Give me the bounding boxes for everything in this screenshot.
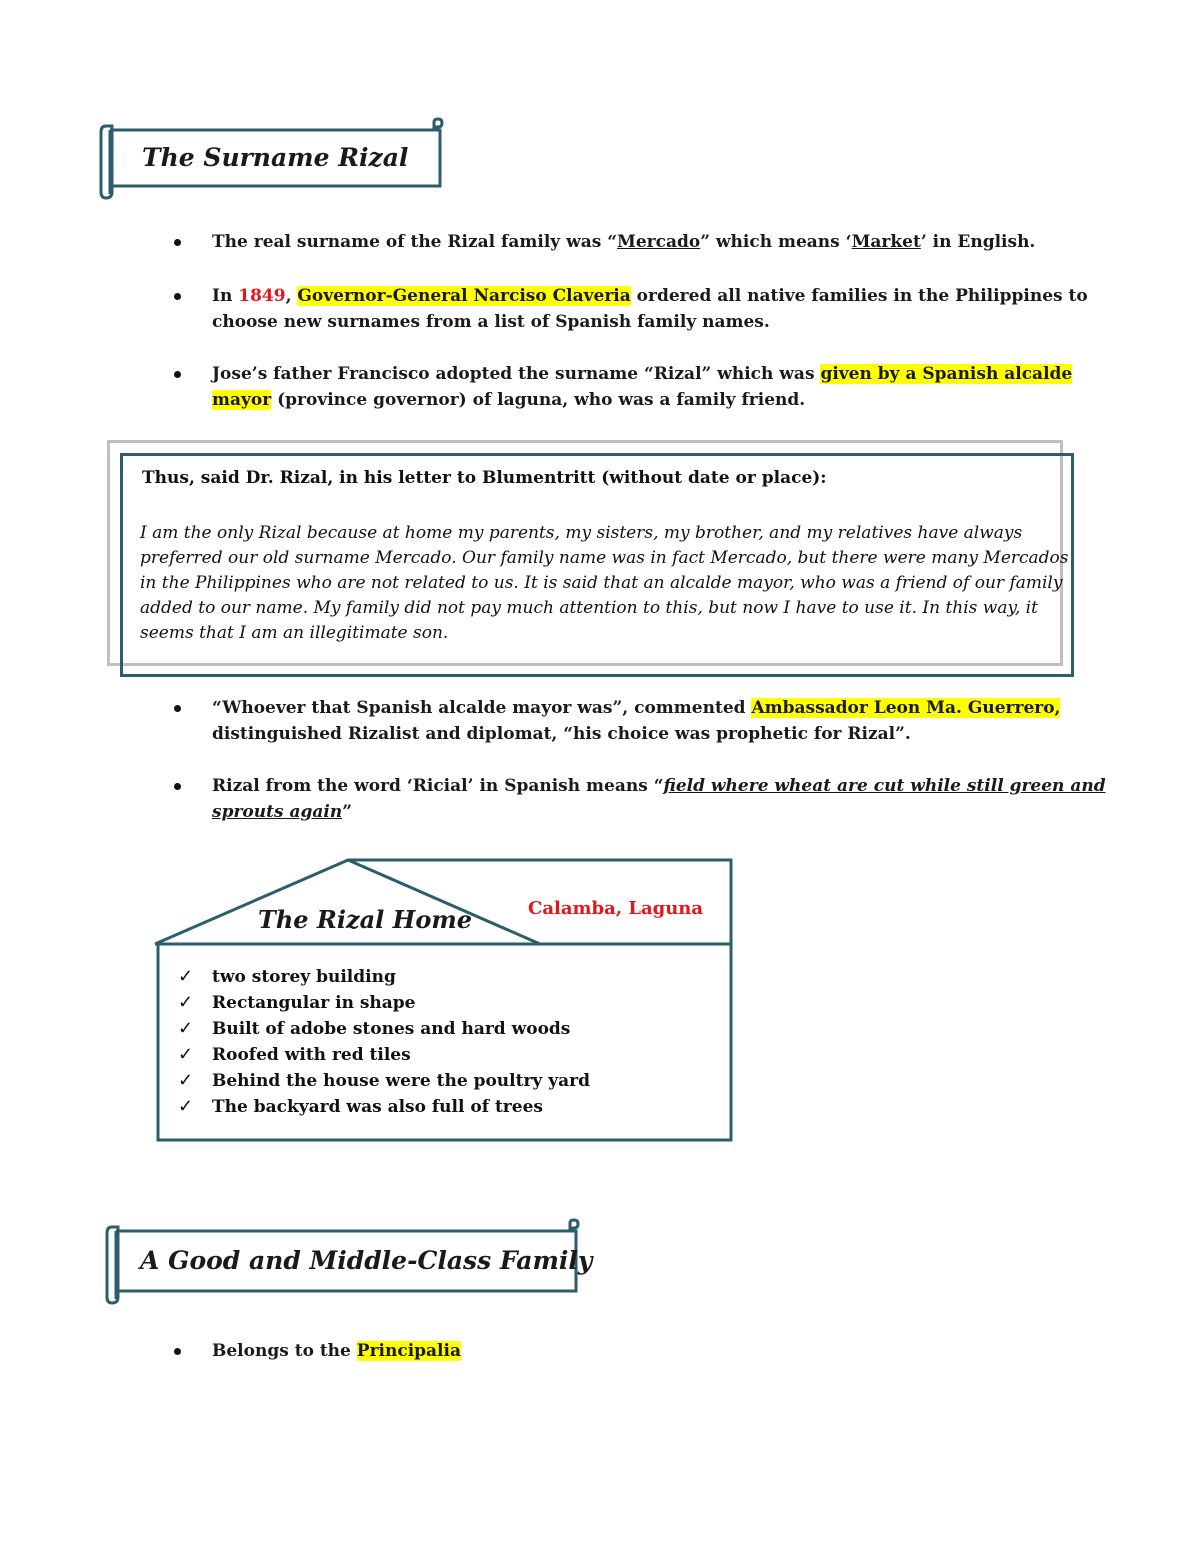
item-text: Rectangular in shape — [212, 993, 416, 1013]
text: ’ in English. — [920, 232, 1036, 252]
check-icon: ✓ — [178, 1096, 194, 1117]
highlight-principalia: Principalia — [356, 1341, 461, 1361]
list-item — [178, 990, 590, 1016]
text: choose new surnames from a list of Spanish family names. — [212, 312, 770, 332]
bullet-dot-icon — [174, 1348, 181, 1355]
item-text: Behind the house were the poultry yard — [212, 1071, 590, 1091]
highlight-guerrero: Ambassador Leon Ma. Guerrero, — [751, 698, 1061, 718]
highlight-mayor: mayor — [212, 390, 272, 410]
section-title-surname: The Surname Rizal — [142, 143, 409, 172]
highlight-alcalde: given by a Spanish alcalde — [820, 364, 1073, 384]
home-title: The Rizal Home — [258, 905, 472, 934]
text: (province governor) of laguna, who was a family friend. — [271, 390, 806, 410]
list-item — [178, 1094, 590, 1120]
check-icon: ✓ — [178, 1018, 194, 1039]
list-item — [212, 283, 1112, 335]
check-icon: ✓ — [178, 966, 194, 987]
term-market: Market — [851, 232, 921, 252]
section-title-family: A Good and Middle-Class Family — [140, 1246, 593, 1275]
text: Jose’s father Francisco adopted the surname “Rizal” which was — [212, 364, 821, 384]
list-item — [178, 1042, 590, 1068]
text: In — [212, 286, 239, 306]
text: ” — [342, 802, 352, 822]
text: , — [285, 286, 298, 306]
text: ” which means ‘ — [700, 232, 852, 252]
item-text: Built of adobe stones and hard woods — [212, 1019, 571, 1039]
quote-text: I am the only Rizal because at home my parents, my sisters, my brother, and my relatives have always preferred our old surname Mercado. Our family name was in fact Mercado, but there were many Mercados in the Philippines who are not related to us. It is said that an alcalde mayor, who was a friend of our family added to our name. My family did not pay much attention to this, but now I have to use it. In this way, it seems that I am an illegitimate son. — [140, 523, 1069, 643]
check-icon: ✓ — [178, 992, 194, 1013]
item-text: Roofed with red tiles — [212, 1045, 411, 1065]
bullet-dot-icon — [174, 239, 181, 246]
bullet-dot-icon — [174, 783, 181, 790]
bullet-dot-icon — [174, 293, 181, 300]
highlight-claveria: Governor-General Narciso Claveria — [297, 286, 631, 306]
text: distinguished Rizalist and diplomat, “his choice was prophetic for Rizal”. — [212, 724, 911, 744]
term-mercado: Mercado — [617, 232, 701, 252]
list-item — [212, 695, 1112, 747]
list-item — [178, 1016, 590, 1042]
bullet-dot-icon — [174, 371, 181, 378]
item-text: two storey building — [212, 967, 396, 987]
check-icon: ✓ — [178, 1070, 194, 1091]
list-item — [212, 1338, 1112, 1364]
list-item — [178, 1068, 590, 1094]
item-text: The backyard was also full of trees — [212, 1097, 543, 1117]
definition-text: sprouts again — [212, 802, 343, 822]
list-item — [212, 229, 1112, 255]
definition-text: field where wheat are cut while still green and — [663, 776, 1106, 796]
text: “Whoever that Spanish alcalde mayor was”, commented — [212, 698, 752, 718]
list-item — [212, 361, 1112, 413]
list-item — [178, 964, 590, 990]
text: Rizal from the word ‘Ricial’ in Spanish means “ — [212, 776, 664, 796]
text: The real surname of the Rizal family was “ — [212, 232, 617, 252]
check-icon: ✓ — [178, 1044, 194, 1065]
home-location: Calamba, Laguna — [528, 898, 704, 919]
text: ordered all native families in the Philippines to — [630, 286, 1088, 306]
bullet-dot-icon — [174, 705, 181, 712]
quote-intro: Thus, said Dr. Rizal, in his letter to Blumentritt (without date or place): — [142, 468, 827, 488]
list-item — [212, 773, 1112, 825]
year-1849: 1849 — [238, 286, 286, 306]
text: Belongs to the — [212, 1341, 357, 1361]
home-features-list — [178, 964, 590, 1120]
